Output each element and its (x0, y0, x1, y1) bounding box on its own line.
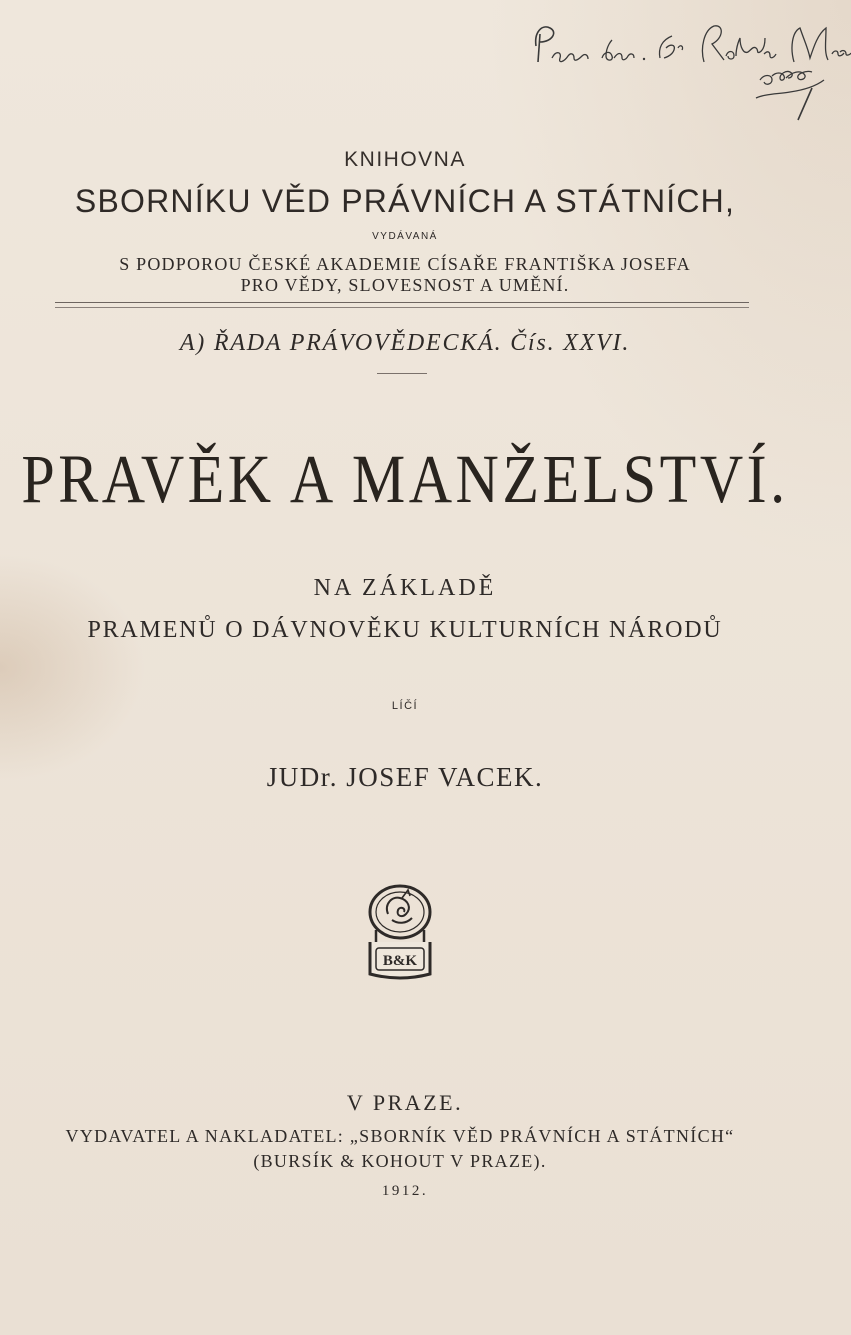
place-of-publication: V PRAZE. (346, 1090, 464, 1115)
describes-label: LÍČÍ (391, 700, 419, 712)
header-divider-top (55, 302, 749, 303)
publisher-emblem-icon (362, 884, 438, 982)
series-name: KNIHOVNA (344, 148, 466, 171)
header-divider-bottom (55, 307, 749, 308)
row-series-label: A) ŘADA PRÁVOVĚDECKÁ. Čís. XXVI. (179, 330, 631, 356)
journal-title: SBORNÍKU VĚD PRÁVNÍCH A STÁTNÍCH, (74, 183, 736, 219)
support-line-1: S PODPOROU ČESKÉ AKADEMIE CÍSAŘE FRANTIŠKA JOSEFA (119, 254, 691, 274)
handwritten-dedication (528, 18, 851, 133)
publisher-line-2: (BURSÍK & KOHOUT V PRAZE). (253, 1151, 547, 1171)
author-name: JUDr. JOSEF VACEK. (266, 762, 544, 792)
subtitle-line-1: NA ZÁKLADĚ (313, 575, 497, 601)
publication-year: 1912. (381, 1183, 429, 1199)
published-label: VYDÁVANÁ (372, 231, 438, 242)
support-line-2: PRO VĚDY, SLOVESNOST A UMĚNÍ. (240, 275, 570, 295)
publisher-line-1: VYDAVATEL A NAKLADATEL: „SBORNÍK VĚD PRÁVNÍCH A STÁTNÍCH“ (65, 1126, 735, 1146)
logo-text: B&K (382, 953, 418, 969)
book-title: PRAVĚK A MANŽELSTVÍ. (21, 441, 789, 518)
short-divider (377, 373, 427, 374)
subtitle-line-2: PRAMENŮ O DÁVNOVĚKU KULTURNÍCH NÁRODŮ (87, 617, 723, 643)
